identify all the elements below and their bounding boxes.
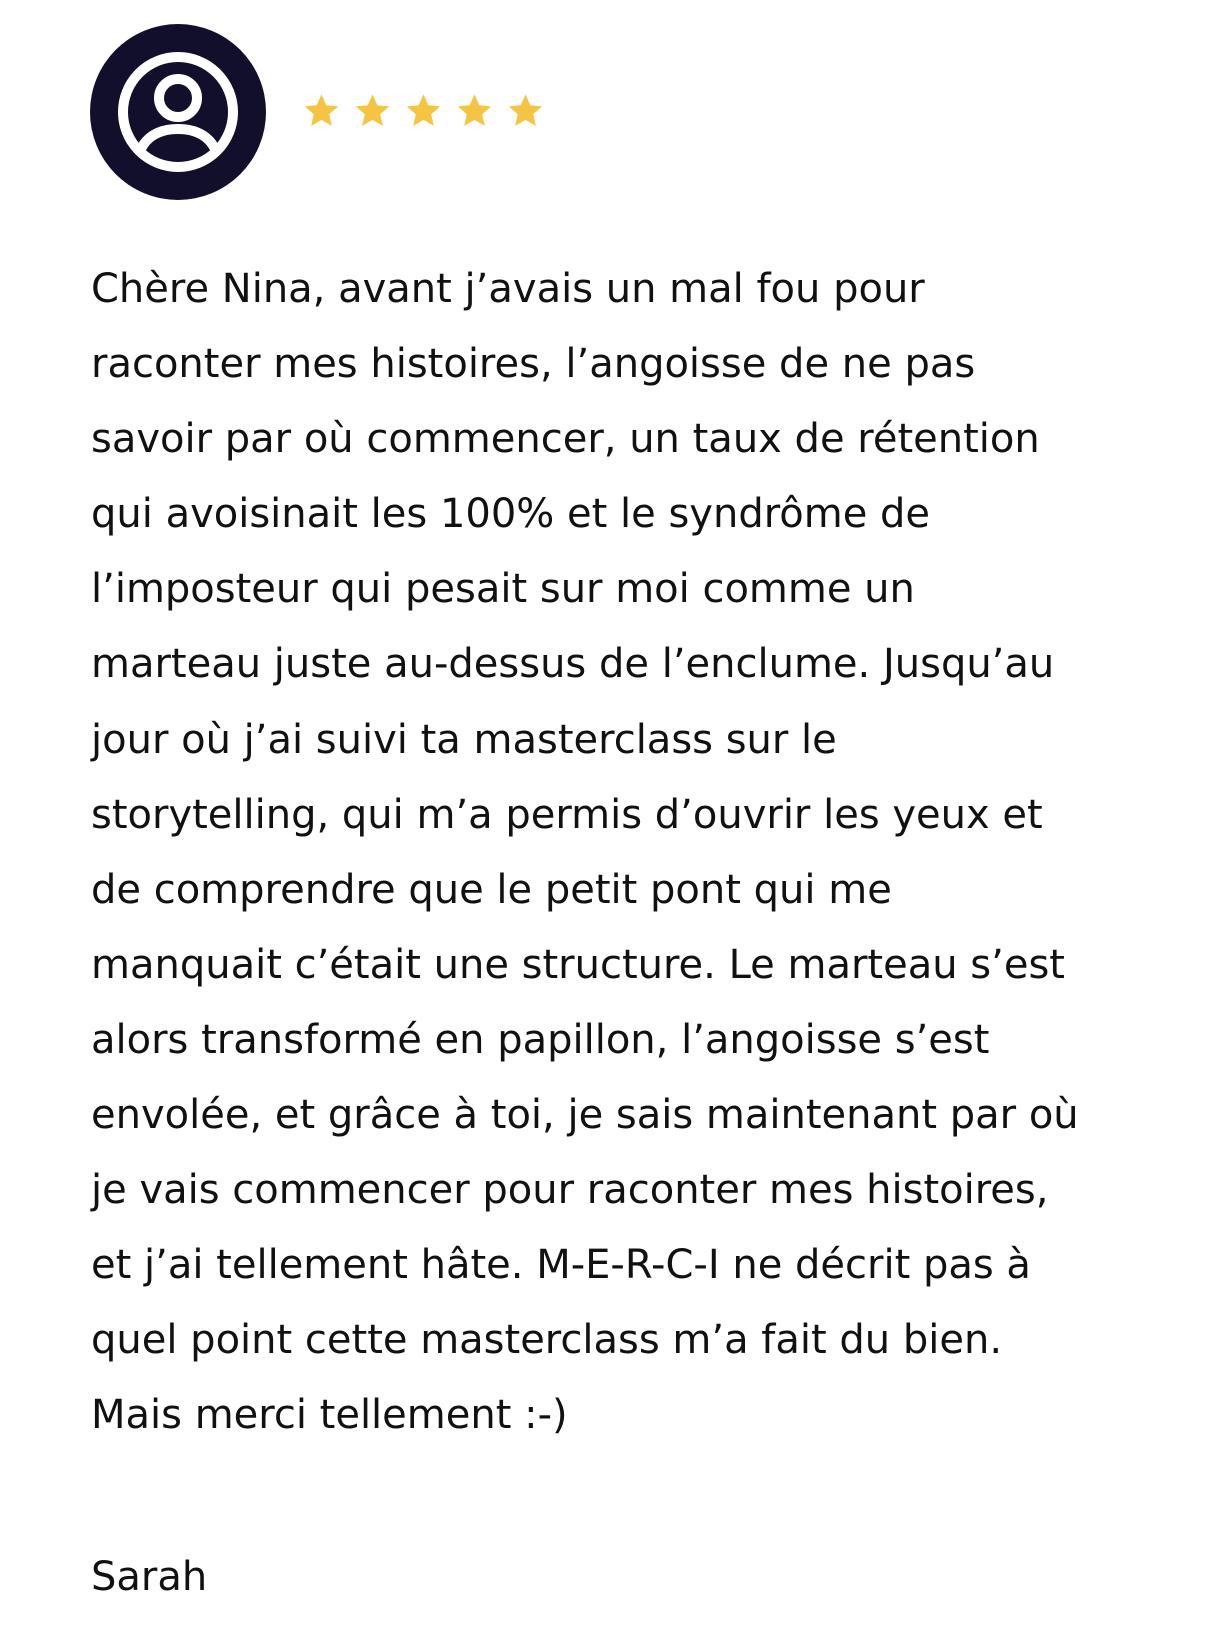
review-text-line: de comprendre que le petit pont qui me bbox=[91, 866, 892, 913]
review-text-line: je vais commencer pour raconter mes histoires, bbox=[91, 1167, 1049, 1214]
star-icon bbox=[354, 92, 391, 129]
review-text-line: jour où j’ai suivi ta masterclass sur le bbox=[91, 716, 837, 763]
review-text-line: storytelling, qui m’a permis d’ouvrir les yeux et bbox=[91, 791, 1043, 838]
review-text-line: marteau juste au-dessus de l’enclume. Jusqu’au bbox=[91, 641, 1055, 688]
star-icon bbox=[303, 92, 340, 129]
star-icon bbox=[507, 92, 544, 129]
review-text-line: raconter mes histoires, l’angoisse de ne pas bbox=[91, 341, 976, 388]
review-text-line: et j’ai tellement hâte. M-E-R-C-I ne décrit pas à bbox=[91, 1242, 1031, 1289]
review-text-line: qui avoisinait les 100% et le syndrôme de bbox=[91, 491, 931, 538]
review-text-line: manquait c’était une structure. Le marteau s’est bbox=[91, 941, 1065, 988]
avatar bbox=[90, 24, 266, 200]
review-text-line: Chère Nina, avant j’avais un mal fou pour bbox=[91, 266, 925, 312]
review-text-line: savoir par où commencer, un taux de rétention bbox=[91, 416, 1040, 463]
user-circle-icon bbox=[115, 49, 241, 175]
star-icon bbox=[456, 92, 493, 129]
review-text-line: quel point cette masterclass m’a fait du bien. bbox=[91, 1317, 1003, 1364]
review-text-line: l’imposteur qui pesait sur moi comme un bbox=[91, 566, 915, 613]
review-author: Sarah bbox=[91, 1554, 208, 1600]
star-rating bbox=[303, 92, 544, 129]
review-text-line: alors transformé en papillon, l’angoisse s’est bbox=[91, 1016, 990, 1063]
review-text-line: envolée, et grâce à toi, je sais maintenant par où bbox=[91, 1092, 1079, 1139]
review-text bbox=[91, 252, 1181, 1454]
review-text-line: Mais merci tellement :-) bbox=[91, 1392, 568, 1439]
star-icon bbox=[405, 92, 442, 129]
